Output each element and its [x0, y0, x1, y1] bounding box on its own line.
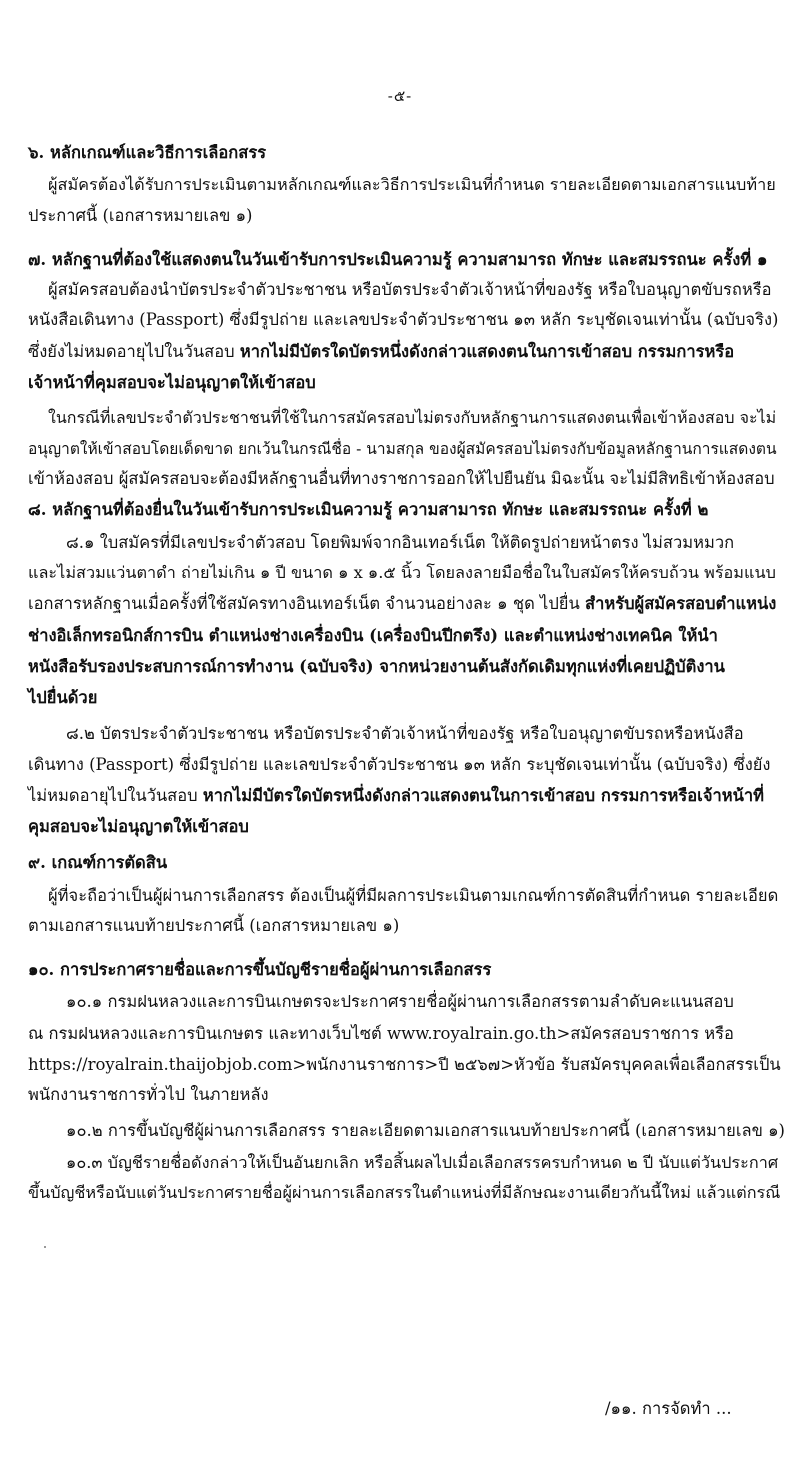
text-span: ซึ่งยังไม่หมดอายุไปในวันสอบ [28, 342, 240, 361]
section-8-2-line: คุมสอบจะไม่อนุญาตให้เข้าสอบ [28, 817, 249, 836]
section-7-text-line: เข้าห้องสอบ ผู้สมัครสอบจะต้องมีหลักฐานอื่นที่ทางราชการออกให้ไปยืนยัน มิฉะนั้น จะไม่มีสิทธิเข้าห้องสอบ [28, 469, 775, 488]
section-9-heading: ๙. เกณฑ์การตัดสิน [28, 853, 168, 872]
text-span: เอกสารหลักฐานเมื่อครั้งที่ใช้สมัครทางอินเทอร์เน็ต จำนวนอย่างละ ๑ ชุด ไปยื่น [28, 594, 585, 613]
section-7-text-line: หนังสือเดินทาง (Passport) ซึ่งมีรูปถ่าย และเลขประจำตัวประชาชน ๑๓ หลัก ระบุชัดเจนเท่านั้น (ฉบับจริง) [28, 310, 779, 329]
section-8-1-line: ช่างอิเล็กทรอนิกส์การบิน ตำแหน่งช่างเครื่องบิน (เครื่องบินปีกตรึง) และตำแหน่งช่างเทคนิค ให้นำ [28, 626, 718, 645]
section-8-2-line [28, 786, 764, 806]
section-10-text-line: พนักงานราชการทั่วไป ในภายหลัง [28, 1085, 269, 1104]
bold-text-span: หากไม่มีบัตรใดบัตรหนึ่งดังกล่าวแสดงตนในการเข้าสอบ กรรมการหรือเจ้าหน้าที่ [202, 786, 765, 805]
continuation-footer: /๑๑. การจัดทำ ... [605, 1399, 732, 1418]
section-10-heading: ๑๐. การประกาศรายชื่อและการขึ้นบัญชีรายชื่อผู้ผ่านการเลือกสรร [28, 960, 492, 979]
section-7-text-line [28, 342, 734, 362]
section-8-1-line: และไม่สวมแว่นตาดำ ถ่ายไม่เกิน ๑ ปี ขนาด ๑ x ๑.๕ นิ้ว โดยลงลายมือชื่อในใบสมัครให้ครบถ้วน พร้อมแนบ [28, 563, 776, 582]
section-7-text-line: ในกรณีที่เลขประจำตัวประชาชนที่ใช้ในการสมัครสอบไม่ตรงกับหลักฐานการแสดงตนเพื่อเข้าห้องสอบ จะไม่ [48, 408, 777, 427]
text-span: ไม่หมดอายุไปในวันสอบ [28, 786, 203, 805]
section-10-text-line: ขึ้นบัญชีหรือนับแต่วันประกาศรายชื่อผู้ผ่านการเลือกสรรในตำแหน่งที่มีลักษณะงานเดียวกันนี้ใหม่ แล้วแต่กรณี [28, 1183, 781, 1202]
section-10-text-line: ๑๐.๓ บัญชีรายชื่อดังกล่าวให้เป็นอันยกเลิก หรือสิ้นผลไปเมื่อเลือกสรรครบกำหนด ๒ ปี นับแต่วันประกาศ [66, 1153, 779, 1172]
scan-speck [44, 1246, 46, 1248]
section-6-text-line: ประกาศนี้ (เอกสารหมายเลข ๑) [28, 206, 253, 225]
section-9-text-line: ตามเอกสารแนบท้ายประกาศนี้ (เอกสารหมายเลข ๑) [28, 916, 400, 935]
section-8-2-line: ๘.๒ บัตรประจำตัวประชาชน หรือบัตรประจำตัวเจ้าหน้าที่ของรัฐ หรือใบอนุญาตขับรถหรือหนังสือ [66, 724, 744, 743]
bold-text-span: หากไม่มีบัตรใดบัตรหนึ่งดังกล่าวแสดงตนในการเข้าสอบ กรรมการหรือ [239, 342, 735, 361]
section-6-text-line: ผู้สมัครต้องได้รับการประเมินตามหลักเกณฑ์และวิธีการประเมินที่กำหนด รายละเอียดตามเอกสารแนบท้าย [48, 175, 776, 194]
section-8-2-line: เดินทาง (Passport) ซึ่งมีรูปถ่าย และเลขประจำตัวประชาชน ๑๓ หลัก ระบุชัดเจนเท่านั้น (ฉบับจริง) ซึ่งยัง [28, 755, 771, 774]
section-7-text-line: เจ้าหน้าที่คุมสอบจะไม่อนุญาตให้เข้าสอบ [28, 373, 316, 392]
section-7-text-line: ผู้สมัครสอบต้องนำบัตรประจำตัวประชาชน หรือบัตรประจำตัวเจ้าหน้าที่ของรัฐ หรือใบอนุญาตขับรถหรือ [48, 280, 772, 299]
section-6-heading: ๖. หลักเกณฑ์และวิธีการเลือกสรร [28, 143, 267, 162]
section-8-1-line: ๘.๑ ใบสมัครที่มีเลขประจำตัวสอบ โดยพิมพ์จากอินเทอร์เน็ต ให้ติดรูปถ่ายหน้าตรง ไม่สวมหมวก [66, 533, 735, 552]
section-9-text-line: ผู้ที่จะถือว่าเป็นผู้ผ่านการเลือกสรร ต้องเป็นผู้ที่มีผลการประเมินตามเกณฑ์การตัดสินที่กำหนด รายละเอียด [48, 886, 779, 905]
section-10-text-line: ณ กรมฝนหลวงและการบินเกษตร และทางเว็บไซต์ www.royalrain.go.th>สมัครสอบราชการ หรือ [28, 1024, 734, 1043]
section-7-heading: ๗. หลักฐานที่ต้องใช้แสดงตนในวันเข้ารับการประเมินความรู้ ความสามารถ ทักษะ และสมรรถนะ ครั้งที่ ๑ [28, 250, 768, 269]
section-8-1-line: หนังสือรับรองประสบการณ์การทำงาน (ฉบับจริง) จากหน่วยงานต้นสังกัดเดิมทุกแห่งที่เคยปฏิบัติงาน [28, 657, 725, 676]
section-10-text-line: ๑๐.๒ การขึ้นบัญชีผู้ผ่านการเลือกสรร รายละเอียดตามเอกสารแนบท้ายประกาศนี้ (เอกสารหมายเลข ๑) [66, 1121, 785, 1140]
bold-text-span: สำหรับผู้สมัครสอบตำแหน่ง [585, 594, 777, 613]
section-8-1-line [28, 594, 776, 614]
section-8-heading: ๘. หลักฐานที่ต้องยื่นในวันเข้ารับการประเมินความรู้ ความสามารถ ทักษะ และสมรรถนะ ครั้งที่ ๒ [28, 500, 709, 519]
section-7-text-line: อนุญาตให้เข้าสอบโดยเด็ดขาด ยกเว้นในกรณีชื่อ - นามสกุล ของผู้สมัครสอบไม่ตรงกับข้อมูลหลักฐานการแสดงตน [28, 440, 777, 458]
page-number: -๕- [387, 87, 413, 105]
section-10-text-line: ๑๐.๑ กรมฝนหลวงและการบินเกษตรจะประกาศรายชื่อผู้ผ่านการเลือกสรรตามลำดับคะแนนสอบ [66, 992, 734, 1011]
section-8-1-line: ไปยื่นด้วย [28, 688, 98, 707]
section-10-text-line: https://royalrain.thaijobjob.com>พนักงานราชการ>ปี ๒๕๖๗>หัวข้อ รับสมัครบุคคลเพื่อเลือกสรรเป็น [28, 1055, 781, 1074]
